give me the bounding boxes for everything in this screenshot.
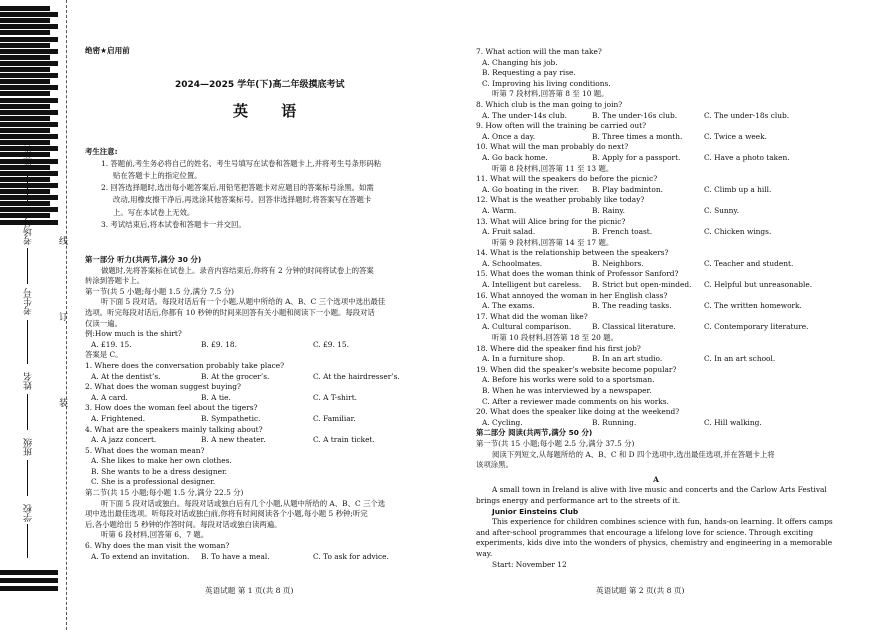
option-c: C. Helpful but unreasonable. (704, 280, 813, 290)
option-a: A. At the dentist’s. (91, 371, 161, 381)
listening-continued (476, 47, 836, 570)
option-c: C. £9. 15. (313, 339, 349, 349)
question-9: 9. How often will the training be carried out? (476, 121, 647, 131)
binding-stripe-bar (0, 55, 50, 60)
question-10: 10. What will the man probably do next? (476, 142, 629, 152)
question-17: 17. What did the woman like? (476, 311, 588, 321)
binding-stripe-bar (0, 183, 58, 188)
binding-stripe-bar (0, 201, 50, 206)
option-a: A. Intelligent but careless. (482, 280, 582, 290)
question-17-options (476, 322, 836, 333)
question-13: 13. What will Alice bring for the picnic? (476, 216, 626, 226)
option-a: A. The under-14s club. (482, 110, 567, 120)
option-c: C. A T-shirt. (313, 392, 358, 402)
question-6: 6. Why does the man visit the woman? (85, 541, 230, 551)
question-18-options (476, 354, 836, 365)
question-5: 5. What does the woman mean? (85, 445, 205, 455)
part2-sec1-title: 第一节(共 15 小题;每小题 2.5 分,满分 37.5 分) (476, 438, 635, 448)
option-b: B. In an art studio. (592, 354, 663, 364)
example-answer: 答案是 C。 (85, 350, 123, 360)
part1-title: 第一部分 听力(共两节,满分 30 分) (85, 255, 202, 264)
question-16-options (476, 301, 836, 312)
option-b: B. A tie. (201, 392, 231, 402)
question-3: 3. How does the woman feel about the tigers? (85, 403, 258, 413)
passage-line: experiments, kids dive into the wonders of physics, chemistry and engineering in a memorable way. (476, 538, 833, 558)
binding-stripe-bar (0, 177, 50, 182)
question-12-options (476, 206, 836, 217)
option-c: C. At the hairdresser’s. (313, 371, 400, 381)
binding-stripe-bar (0, 207, 58, 212)
option-b: B. Play badminton. (592, 184, 663, 194)
listening-section (85, 255, 460, 562)
option-b: B. Running. (592, 417, 637, 427)
option-a: A. Cultural comparison. (482, 322, 572, 332)
class-label: 班级 (24, 438, 34, 456)
passage-line: A small town in Ireland is alive with live music and concerts and the Carlow Arts Festival (492, 485, 827, 495)
question-11: 11. What will the speakers do before the picnic? (476, 174, 658, 184)
cut-mark-pack: 装 (57, 398, 67, 407)
option-b: B. A new theater. (201, 435, 266, 445)
binding-stripe-bar (0, 18, 50, 23)
part2-title: 第二部分 阅读(共两节,满分 50 分) (476, 428, 593, 438)
binding-stripe-bar (0, 43, 50, 48)
binding-stripe-bar (0, 79, 50, 84)
note-line: 2. 回答选择题时,选出每小题答案后,用铅笔把答题卡对应题目的答案标号涂黑。如需 (101, 183, 374, 193)
seat-number-blank (27, 176, 28, 206)
club-title: Junior Einsteins Club (492, 506, 579, 516)
cut-mark-bind: 订 (57, 312, 67, 321)
notes-title: 考生注意: (85, 147, 118, 156)
sec2-intro-line: 后,各小题给出 5 秒钟的作答时间。每段对话或独白读两遍。 (85, 519, 282, 529)
option-b: B. Rainy. (592, 205, 625, 215)
student-number-label: 考生号 (24, 288, 34, 315)
binding-stripe-bar (0, 6, 50, 11)
passage-line: and after-school programmes that encourage a lifelong love for science. Through exciting (476, 527, 814, 537)
sec2-title: 第二节(共 15 小题;每小题 1.5 分,满分 22.5 分) (85, 488, 244, 498)
page-2-footer: 英语试题 第 2 页(共 8 页) (596, 586, 685, 595)
question-12: 12. What is the weather probably like today? (476, 195, 645, 205)
question-18: 18. Where did the speaker find his first job? (476, 343, 641, 353)
option-a: A. Once a day. (482, 131, 536, 141)
binding-stripe-bar (0, 98, 58, 103)
material-6-note: 听第 6 段材料,回答第 6、7 题。 (101, 530, 209, 540)
option-a: A. She likes to make her own clothes. (91, 456, 232, 466)
binding-stripe-bar (0, 195, 58, 200)
option-a: A. Fruit salad. (482, 227, 536, 237)
room-number-blank (27, 248, 28, 284)
binding-stripe-bar (0, 12, 58, 17)
question-4-options (85, 435, 460, 446)
option-b: B. Sympathetic. (201, 413, 261, 423)
binding-stripe-bar (0, 134, 58, 139)
option-b: B. £9. 18. (201, 339, 237, 349)
question-1: 1. Where does the conversation probably take place? (85, 360, 285, 370)
question-19: 19. When did the speaker’s website become popular? (476, 364, 677, 374)
note-line: 贴在答题卡上的指定位置。 (113, 170, 202, 180)
binding-stripe-bar (0, 37, 58, 42)
start-date: Start: November 12 (492, 559, 567, 569)
option-b: B. Three times a month. (592, 131, 683, 141)
option-c: C. Teacher and student. (704, 258, 794, 268)
passage-line: This experience for children combines science with fun, hands-on learning. It offers camps (492, 517, 833, 527)
question-14-options (476, 259, 836, 270)
option-b: B. Requesting a pay rise. (482, 68, 576, 78)
binding-stripe-bar (0, 67, 50, 72)
binding-stripe-bar (0, 104, 50, 109)
sec1-intro-line: 仅读一遍。 (85, 318, 122, 328)
binding-stripe-bar (0, 189, 50, 194)
option-c: C. Sunny. (704, 205, 739, 215)
binding-stripe-bar (0, 91, 50, 96)
sec2-intro-line: 项中选出最佳选项。听每段对话或独白前,你将有时间阅读各个小题,每小题 5 秒钟;听完 (85, 509, 368, 519)
question-9-options (476, 132, 836, 143)
page-1-footer: 英语试题 第 1 页(共 8 页) (205, 586, 294, 595)
material-10-note: 听第 10 段材料,回答第 18 至 20 题。 (492, 333, 618, 343)
passage-letter: A (653, 474, 659, 484)
option-a: A. Changing his job. (482, 57, 558, 67)
question-1-options (85, 372, 460, 383)
material-8-note: 听第 8 段材料,回答第 11 至 13 题。 (492, 163, 614, 173)
student-number-blank (27, 320, 28, 364)
option-b: B. French toast. (592, 227, 653, 237)
option-b: B. To have a meal. (201, 551, 270, 561)
option-c: C. Twice a week. (704, 131, 767, 141)
option-a: A. Cycling. (482, 417, 523, 427)
option-a: A. Schoolmates. (482, 258, 543, 268)
option-c: C. In an art school. (704, 354, 776, 364)
class-blank (27, 460, 28, 496)
option-b: B. The under-16s club. (592, 110, 678, 120)
material-7-note: 听第 7 段材料,回答第 8 至 10 题。 (492, 89, 609, 99)
part2-intro-line: 阅读下列短文,从每题所给的 A、B、C 和 D 四个选项中,选出最佳选项,并在答题卡上将 (492, 449, 775, 459)
note-line: 1. 答题前,考生务必将自己的姓名、考生号填写在试卷和答题卡上,并将考生号条形码粘 (101, 158, 382, 168)
part1-intro-line: 转涂到答题卡上。 (85, 276, 145, 286)
question-2-options (85, 393, 460, 404)
question-16: 16. What annoyed the woman in her English class? (476, 290, 668, 300)
option-b: B. When he was interviewed by a newspaper. (482, 386, 652, 395)
option-a: A. Before his works were sold to a sportsman. (482, 375, 655, 385)
question-15-options (476, 280, 836, 291)
question-15: 15. What does the woman think of Professor Sanford? (476, 269, 679, 279)
candidate-notes (85, 147, 460, 231)
option-a: A. To extend an invitation. (91, 551, 190, 561)
option-c: C. Have a photo taken. (704, 152, 790, 162)
option-b: B. The reading tasks. (592, 301, 672, 311)
option-c: C. After a reviewer made comments on his works. (482, 396, 669, 406)
option-c: C. Improving his living conditions. (482, 78, 611, 88)
part2-intro-line: 该项涂黑。 (476, 460, 513, 470)
option-a: A. Go back home. (482, 152, 548, 162)
option-a: A. Go boating in the river. (482, 184, 579, 194)
question-13-options (476, 227, 836, 238)
option-c: C. She is a professional designer. (91, 477, 216, 487)
note-line: 改动,用橡皮擦干净后,再选涂其他答案标号。回答非选择题时,将答案写在答题卡 (113, 195, 372, 205)
binding-stripe-bar (0, 30, 50, 35)
school-blank (27, 524, 28, 558)
option-c: C. Familiar. (313, 413, 356, 423)
question-20: 20. What does the speaker like doing at the weekend? (476, 407, 680, 417)
note-line: 上。写在本试卷上无效。 (113, 207, 195, 217)
binding-stripe-bar (0, 116, 50, 121)
option-b: B. She wants to be a dress designer. (91, 466, 228, 476)
option-a: A. Warm. (482, 205, 517, 215)
passage-line: brings energy and performance art to the streets of it. (476, 495, 681, 505)
binding-stripe-bar (0, 61, 58, 66)
binding-stripe-bar (0, 128, 50, 133)
option-b: B. Neighbors. (592, 258, 644, 268)
option-b: B. Apply for a passport. (592, 152, 681, 162)
option-b: B. Classical literature. (592, 322, 676, 332)
option-a: A. The exams. (482, 301, 535, 311)
binding-stripe-bar (0, 171, 58, 176)
room-number-label: 考场号 (24, 218, 34, 245)
option-c: C. Chicken wings. (704, 227, 772, 237)
binding-stripe-bar (0, 586, 58, 591)
option-b: B. Strict but open-minded. (592, 280, 692, 290)
note-line: 3. 考试结束后,将本试卷和答题卡一并交回。 (101, 220, 246, 230)
binding-stripe-bar (0, 570, 58, 575)
option-b: B. At the grocer’s. (201, 371, 270, 381)
option-a: A. Frightened. (91, 413, 146, 423)
option-a: A. A jazz concert. (91, 435, 157, 445)
option-a: A. In a furniture shop. (482, 354, 566, 364)
binding-stripe-bar (0, 24, 58, 29)
question-14: 14. What is the relationship between the speakers? (476, 248, 669, 258)
name-label: 姓名 (24, 372, 34, 390)
binding-stripe-bar (0, 85, 58, 90)
question-6-options (85, 552, 460, 563)
confidential-mark: 绝密★启用前 (85, 46, 130, 55)
question-4: 4. What are the speakers mainly talking about? (85, 424, 263, 434)
binding-stripe-bar (0, 73, 58, 78)
sec2-intro-line: 听下面 5 段对话或独白。每段对话或独白后有几个小题,从题中所给的 A、B、C 三个选 (101, 498, 386, 508)
school-label: 学校 (24, 504, 34, 522)
option-c: C. The written homework. (704, 301, 802, 311)
option-c: C. The under-18s club. (704, 110, 790, 120)
option-c: C. A train ticket. (313, 435, 375, 445)
binding-stripe-bar (0, 110, 58, 115)
exam-title: 2024—2025 学年(下)高二年级摸底考试 (175, 80, 345, 90)
option-c: C. Climb up a hill. (704, 184, 772, 194)
question-11-options (476, 185, 836, 196)
question-8: 8. Which club is the man going to join? (476, 99, 623, 109)
part1-intro-line: 做题时,先将答案标在试卷上。录音内容结束后,你将有 2 分钟的时间将试卷上的答案 (101, 265, 374, 275)
question-7: 7. What action will the man take? (476, 47, 602, 56)
question-8-options (476, 111, 836, 122)
option-c: C. Contemporary literature. (704, 322, 809, 332)
sec1-title: 第一节(共 5 小题;每小题 1.5 分,满分 7.5 分) (85, 286, 234, 296)
question-3-options (85, 414, 460, 425)
option-a: A. £19. 15. (91, 339, 132, 349)
binding-stripe-bar (0, 578, 58, 583)
option-c: C. Hill walking. (704, 417, 762, 427)
subject-title: 英 语 (233, 102, 311, 120)
name-blank (27, 394, 28, 430)
sec1-intro-line: 选项。听完每段对话后,你都有 10 秒钟的时间来回答有关小题和阅读下一小题。每段对话 (85, 307, 375, 317)
option-c: C. To ask for advice. (313, 551, 389, 561)
question-20-options (476, 418, 836, 429)
binding-stripe-bar (0, 49, 58, 54)
question-2: 2. What does the woman suggest buying? (85, 382, 241, 392)
example-options (85, 340, 460, 351)
binding-stripe-bar (0, 122, 58, 127)
question-10-options (476, 153, 836, 164)
example-question: 例:How much is the shirt? (85, 329, 182, 339)
seat-number-label: 座位号 (24, 140, 34, 167)
option-a: A. A card. (91, 392, 128, 402)
sec1-intro-line: 听下面 5 段对话。每段对话后有一个小题,从题中所给的 A、B、C 三个选项中选出最佳 (101, 297, 386, 307)
cut-mark-line: 线 (57, 236, 67, 245)
material-9-note: 听第 9 段材料,回答第 14 至 17 题。 (492, 237, 614, 247)
